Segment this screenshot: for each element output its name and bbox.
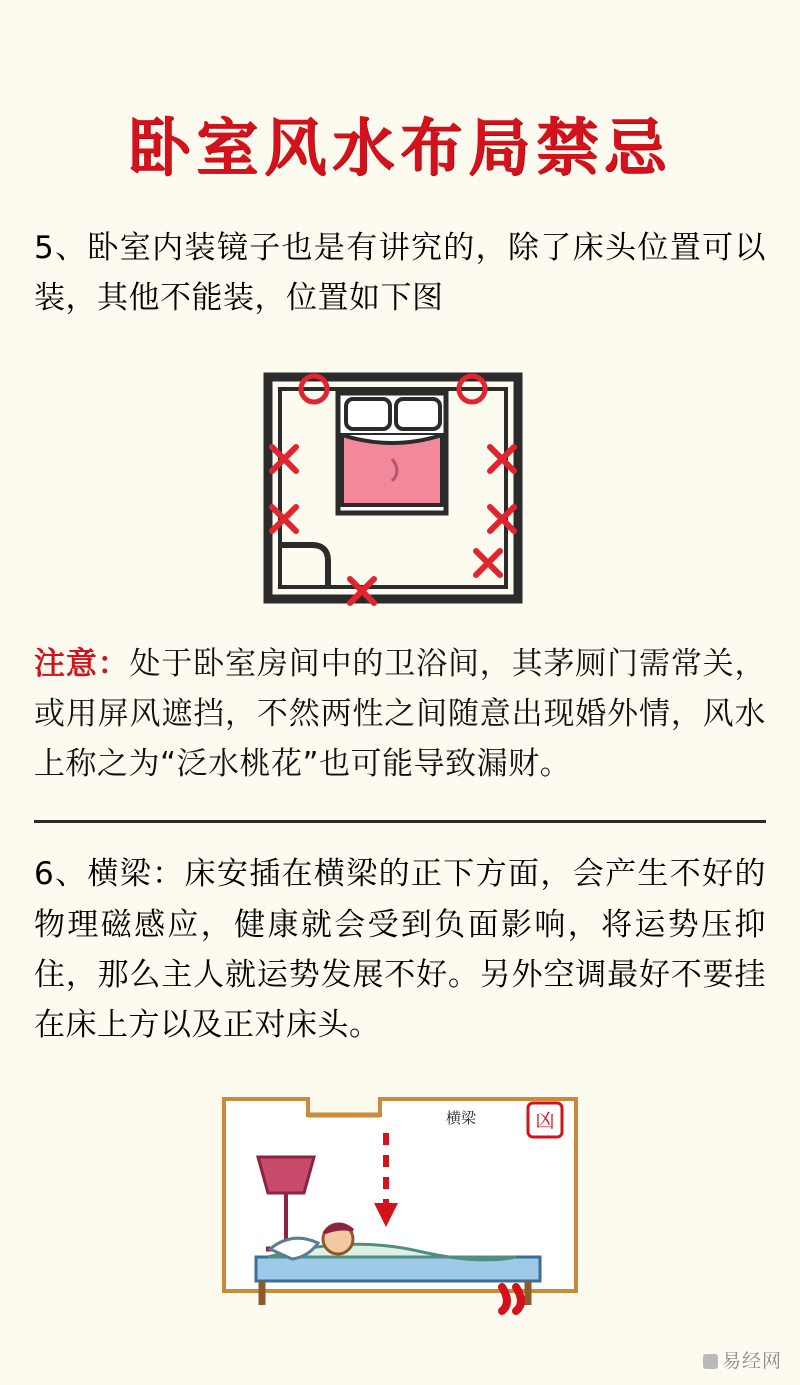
- watermark-text: 易经网: [721, 1349, 782, 1372]
- bad-mark-label: 凶: [535, 1110, 555, 1133]
- watermark-logo-icon: [703, 1354, 718, 1369]
- bedroom-mirror-placement-figure: [34, 355, 766, 615]
- note-label: 注意：: [34, 645, 130, 682]
- watermark: [703, 1346, 782, 1373]
- beam-over-bed-figure: [34, 1081, 766, 1331]
- section-item-6: [0, 849, 800, 1331]
- document-page: [0, 42, 800, 1385]
- page-title: 卧室风水布局禁忌: [127, 110, 672, 184]
- beam-over-bed-diagram: [210, 1081, 590, 1331]
- beam-label: 横梁: [446, 1109, 477, 1128]
- section-divider: [34, 820, 766, 823]
- bedroom-mirror-placement-diagram: [250, 355, 550, 615]
- note-text: 处于卧室房间中的卫浴间，其茅厕门需常关，或用屏风遮挡，不然两性之间随意出现婚外情，风水上称之为“泛水桃花”也可能导致漏财。: [34, 645, 767, 783]
- section-5-note: [34, 639, 766, 790]
- section-item-5: [0, 223, 800, 823]
- section-6-paragraph: 6、横梁：床安插在横梁的正下方面，会产生不好的物理磁感应，健康就会受到负面影响，将运势压抑住，那么主人就运势发展不好。另外空调最好不要挂在床上方以及正对床头。: [34, 856, 766, 1043]
- section-5-paragraph: 5、卧室内装镜子也是有讲究的，除了床头位置可以装，其他不能装，位置如下图: [34, 230, 766, 317]
